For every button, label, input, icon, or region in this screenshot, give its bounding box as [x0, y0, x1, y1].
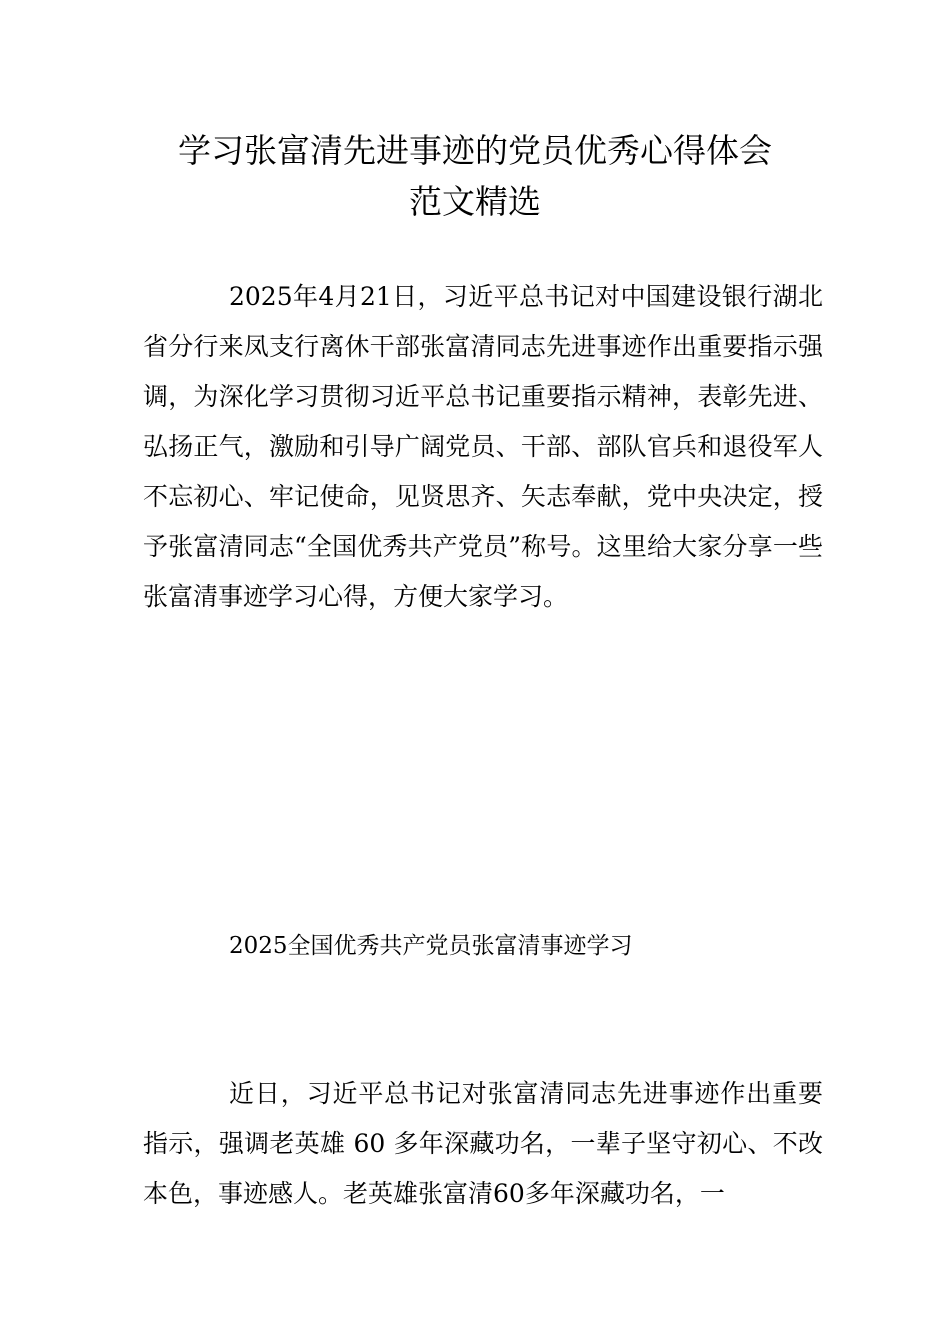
- section-subheading: 2025全国优秀共产党员张富清事迹学习: [229, 933, 633, 959]
- intro-paragraph: 2025年4月21日，习近平总书记对中国建设银行湖北省分行来凤支行离休干部张富清同志先进事迹作出重要指示强调，为深化学习贯彻习近平总书记重要指示精神，表彰先进、弘扬正气，激励和引导广阔党员、干部、部队官兵和退役军人不忘初心、牢记使命，见贤思齐、矢志奉献，党中央决定，授予张富清同志“全国优秀共产党员”称号。这里给大家分享一些张富清事迹学习心得，方便大家学习。: [143, 282, 823, 611]
- document-title-line-2: 范文精选: [409, 182, 541, 221]
- document-title-line-1: 学习张富清先进事迹的党员优秀心得体会: [178, 131, 772, 170]
- body-paragraph: 近日，习近平总书记对张富清同志先进事迹作出重要指示，强调老英雄 60 多年深藏功名，一辈子坚守初心、不改本色，事迹感人。老英雄张富清60多年深藏功名，一: [143, 1079, 823, 1208]
